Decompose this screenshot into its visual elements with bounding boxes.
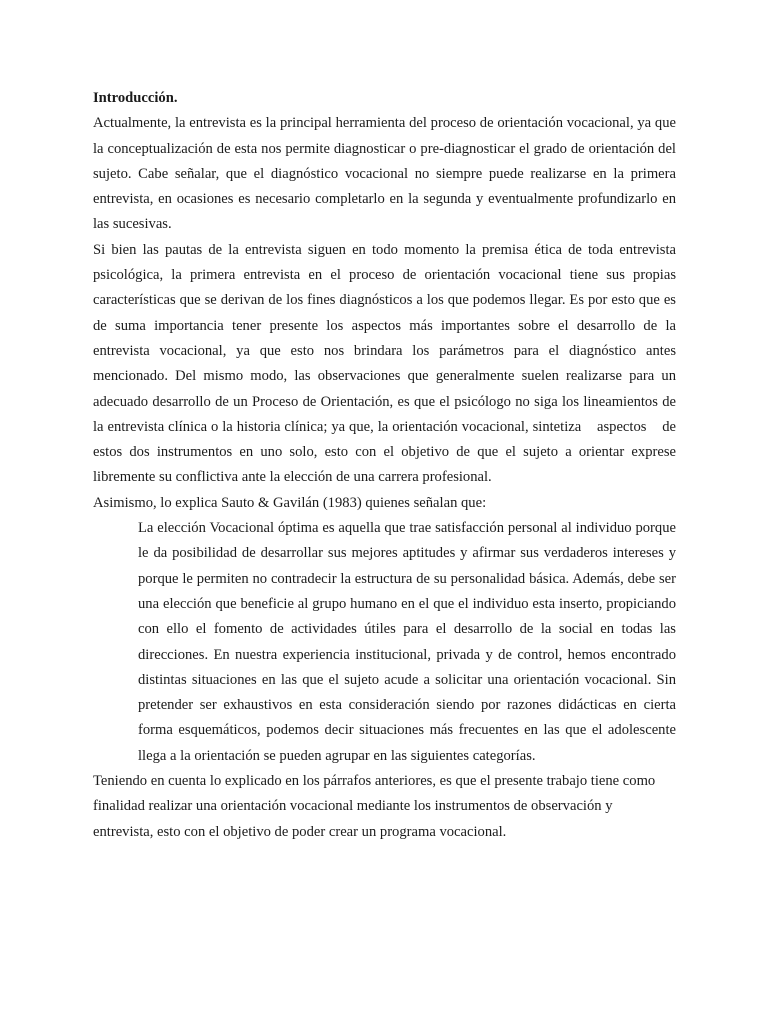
paragraph-interview: Si bien las pautas de la entrevista siguen en todo momento la premisa ética de toda entrevista psicológica, la primera entrevista en el proceso de orientación vocacional tiene sus propias características que se derivan de los fines diagnósticos a los que podemos llegar. Es por esto que es de suma importancia tener presente los aspectos más importantes sobre el desarrollo de la entrevista vocacional, ya que esto nos brindara los parámetros para el diagnóstico antes mencionado. Del mismo modo, las observaciones que generalmente suelen realizarse para un adecuado desarrollo de un Proceso de Orientación, es que el psicólogo no siga los lineamientos de la entrevista clínica o la historia clínica; ya que, la orientación vocacional, sintetiza aspectos de estos dos instrumentos en uno solo, esto con el objetivo de que el sujeto a orientar exprese libremente su conflictiva ante la elección de una carrera profesional. (93, 241, 680, 486)
section-heading: Introducción. (93, 90, 178, 106)
paragraph-closing: Teniendo en cuenta lo explicado en los párrafos anteriores, es que el presente trabajo tiene como finalidad realizar una orientación vocacional mediante los instrumentos de observación y entrevista, esto con el objetivo de poder crear un programa vocacional. (93, 773, 656, 840)
block-quote: La elección Vocacional óptima es aquella que trae satisfacción personal al individuo porque le da posibilidad de desarrollar sus mejores aptitudes y afirmar sus verdaderos intereses y porque le permiten no contradecir la estructura de su personalidad básica. Además, debe ser una elección que beneficie al grupo humano en el que el individuo esta inserto, propiciando con ello el fomento de actividades útiles para el desarrollo de la social en todas las direcciones. En nuestra experiencia institucional, privada y de control, hemos encontrado distintas situaciones en las que el sujeto acude a solicitar una orientación vocacional. Sin pretender ser exhaustivos en esta consideración siendo por razones didácticas en cierta forma esquemáticos, podemos decir situaciones más frecuentes en las que el adolescente llega a la orientación se pueden agrupar en las siguientes categorías. (138, 520, 676, 764)
paragraph-intro: Actualmente, la entrevista es la principal herramienta del proceso de orientación vocacional, ya que la conceptualización de esta nos permite diagnosticar o pre-diagnosticar el grado de orientación del sujeto. Cabe señalar, que el diagnóstico vocacional no siempre puede realizarse en la primera entrevista, en ocasiones es necesario completarlo en la segunda y eventualmente profundizarlo en las sucesivas. (93, 115, 676, 233)
paragraph-citation-lead: Asimismo, lo explica Sauto & Gavilán (1983) quienes señalan que: (93, 494, 487, 511)
